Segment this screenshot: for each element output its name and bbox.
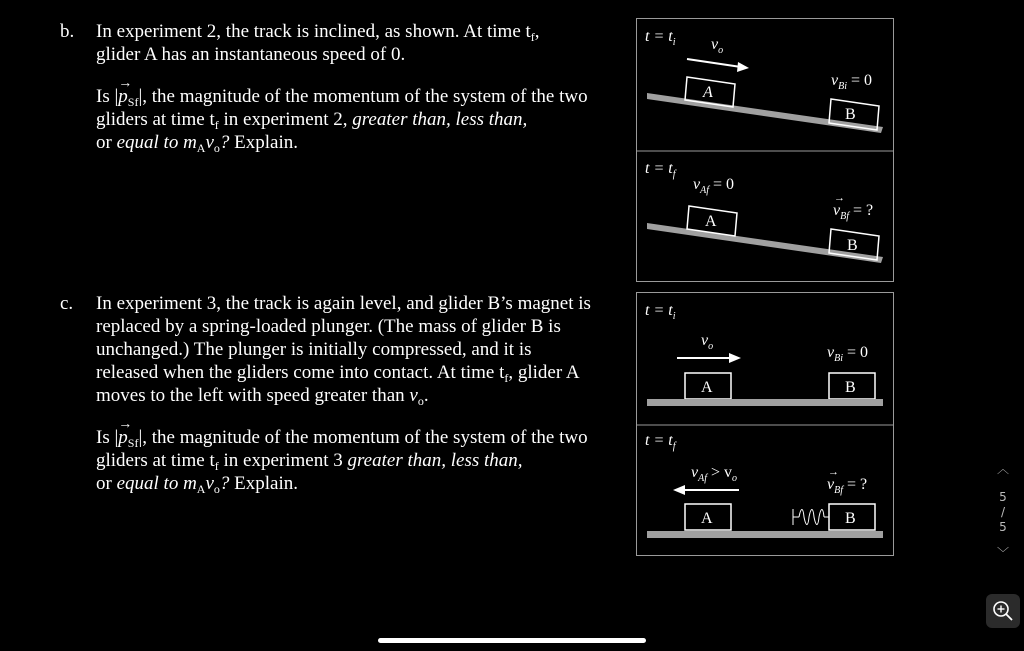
home-indicator[interactable]: [378, 638, 646, 643]
velocity-a-final-label: $v_{Af} > v_o$: [691, 464, 738, 484]
glider-a-label: A: [701, 379, 713, 396]
velocity-a-initial-label: $v_o$: [711, 36, 724, 56]
arrowhead-icon: [729, 353, 741, 363]
question-b-label: b.: [60, 21, 75, 42]
time-final-label: $t = t_f$: [645, 160, 676, 180]
question-c-label: c.: [60, 293, 74, 314]
diagram-c: [636, 292, 894, 556]
zoom-in-icon: [986, 594, 1020, 628]
glider-a-final-label: A: [701, 510, 713, 527]
question-c: [60, 292, 620, 514]
time-final-label: $t = t_f$: [645, 432, 676, 452]
time-initial-label: $t = t_i$: [645, 28, 676, 48]
velocity-b-final-label: $v_{Bf}$ = ?: [833, 202, 874, 222]
page-total: 5: [999, 520, 1007, 534]
vector-arrow-icon: →: [834, 192, 845, 204]
glider-b-label: B: [845, 379, 856, 396]
arrowhead-icon: [737, 62, 749, 72]
glider-b-final-label: B: [845, 510, 856, 527]
page-current: 5: [999, 490, 1007, 504]
velocity-b-initial-label: $v_{Bi} = 0$: [827, 344, 869, 364]
vector-arrow-icon: →: [828, 466, 839, 478]
question-c-prompt: Is |→ $p_{Sf}|$, the magnitude of the momentum of the system of the two gliders at time $t_f$ in experiment 3 greater than, less than, or equal to $m_Av_o$? Explain.: [96, 426, 620, 495]
glider-b-final-label: B: [847, 237, 858, 254]
velocity-b-initial-label: $v_{Bi} = 0$: [831, 72, 873, 92]
question-b: [60, 20, 620, 173]
glider-a-final-label: A: [705, 213, 717, 230]
level-track: [647, 399, 883, 406]
page-down-icon[interactable]: ﹀: [996, 546, 1009, 560]
question-b-setup: In experiment 2, the track is inclined, as shown. At time $t_f$, glider A has an instantaneous speed of 0.: [96, 21, 540, 65]
glider-a-label: A: [703, 84, 713, 101]
page-up-icon[interactable]: ︿: [996, 462, 1009, 476]
question-c-setup: In experiment 3, the track is again level, and glider B’s magnet is replaced by a spring-loaded plunger. (The mass of glider B is unchanged.) The plunger is initially compressed, and it is released when the gliders come into contact. At time $t_f$, glider A moves to the left with speed greater than $v_o$.: [96, 293, 591, 408]
time-initial-label: $t = t_i$: [645, 302, 676, 322]
question-b-prompt: Is |→ $p_{Sf}|$, the magnitude of the momentum of the system of the two gliders at time $t_f$ in experiment 2, greater than, less than, or equal to $m_Av_o$? Explain.: [96, 85, 620, 154]
spring-plunger-icon: [793, 509, 829, 525]
velocity-arrow-icon: [687, 59, 741, 67]
velocity-b-final-label: $v_{Bf}$ = ?: [827, 476, 868, 496]
diagram-b: [636, 18, 894, 282]
velocity-a-initial-label: $v_o$: [701, 332, 714, 352]
page-separator: /: [1000, 505, 1006, 519]
arrowhead-icon: [673, 485, 685, 495]
level-track-final: [647, 531, 883, 538]
velocity-a-final-label: $v_{Af} = 0$: [693, 176, 735, 196]
glider-b-label: B: [845, 106, 856, 123]
zoom-button[interactable]: [986, 594, 1020, 628]
